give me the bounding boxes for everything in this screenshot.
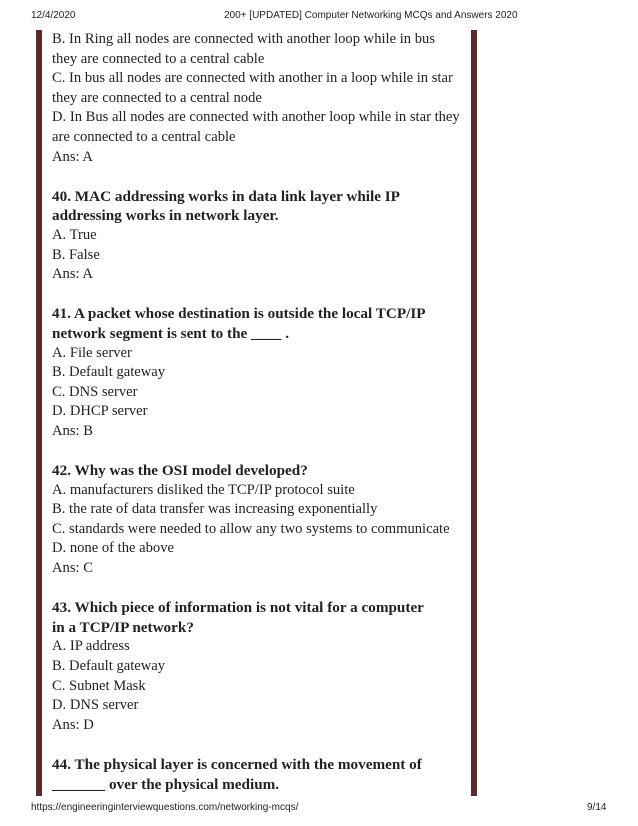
print-page-title: 200+ [UPDATED] Computer Networking MCQs and Answers 2020 — [224, 10, 518, 21]
question-title-line: 43. Which piece of information is not vital for a computer — [52, 599, 424, 617]
option-line: B. In Ring all nodes are connected with another loop while in bus — [52, 31, 436, 47]
option-d: D. DNS server — [52, 697, 139, 714]
question-title-line: in a TCP/IP network? — [52, 618, 194, 636]
option-b: B. Default gateway — [52, 364, 166, 381]
question-title-line: _______ over the physical medium. — [52, 775, 280, 793]
option-b: B. False — [52, 246, 100, 263]
answer: Ans: B — [52, 422, 93, 439]
option-line: they are connected to a central node — [52, 89, 262, 106]
answer: Ans: A — [52, 266, 93, 283]
question-title-line: 44. The physical layer is concerned with the movement of — [52, 755, 422, 773]
answer-line: Ans: A — [52, 148, 93, 165]
question-40 — [52, 187, 468, 285]
question-title-line: addressing works in network layer. — [52, 207, 279, 225]
question-title-line: 41. A packet whose destination is outside the local TCP/IP — [52, 305, 426, 323]
option-a: A. True — [52, 226, 97, 243]
print-footer — [0, 802, 638, 816]
option-line: are connected to a central cable — [52, 128, 236, 145]
question-41 — [52, 304, 468, 441]
right-border-bar — [471, 30, 477, 796]
question-title — [52, 461, 468, 481]
option-line: C. In bus all nodes are connected with another in a loop while in star — [52, 70, 453, 87]
option-line: D. In Bus all nodes are connected with another loop while in star they — [52, 109, 460, 126]
question-title — [52, 304, 468, 343]
option-c: C. Subnet Mask — [52, 677, 146, 694]
question-43 — [52, 598, 468, 735]
print-date: 12/4/2020 — [31, 10, 76, 21]
page-url: https://engineeringinterviewquestions.com/networking-mcqs/ — [31, 802, 299, 813]
page-number: 9/14 — [587, 802, 607, 813]
question-title-line: network segment is sent to the ____ . — [52, 324, 290, 342]
continued-question-options — [52, 30, 468, 167]
option-c: C. standards were needed to allow any two systems to communicate — [52, 520, 450, 537]
print-header — [0, 10, 638, 24]
question-44 — [52, 755, 468, 794]
question-title-line: 42. Why was the OSI model developed? — [52, 462, 308, 480]
question-title-line: 40. MAC addressing works in data link layer while IP — [52, 187, 400, 205]
question-42 — [52, 461, 468, 579]
option-a: A. IP address — [52, 638, 130, 655]
option-b: B. the rate of data transfer was increasing exponentially — [52, 501, 378, 518]
question-title — [52, 755, 468, 794]
option-c: C. DNS server — [52, 383, 138, 400]
option-line: they are connected to a central cable — [52, 50, 265, 67]
option-a: A. File server — [52, 344, 132, 361]
left-border-bar — [36, 30, 42, 796]
answer: Ans: D — [52, 716, 94, 733]
question-title — [52, 598, 468, 637]
document-content — [52, 30, 468, 794]
question-title — [52, 187, 468, 226]
answer: Ans: C — [52, 560, 93, 577]
option-a: A. manufacturers disliked the TCP/IP protocol suite — [52, 481, 355, 498]
option-b: B. Default gateway — [52, 658, 166, 674]
option-d: D. DHCP server — [52, 403, 148, 420]
option-d: D. none of the above — [52, 540, 174, 557]
